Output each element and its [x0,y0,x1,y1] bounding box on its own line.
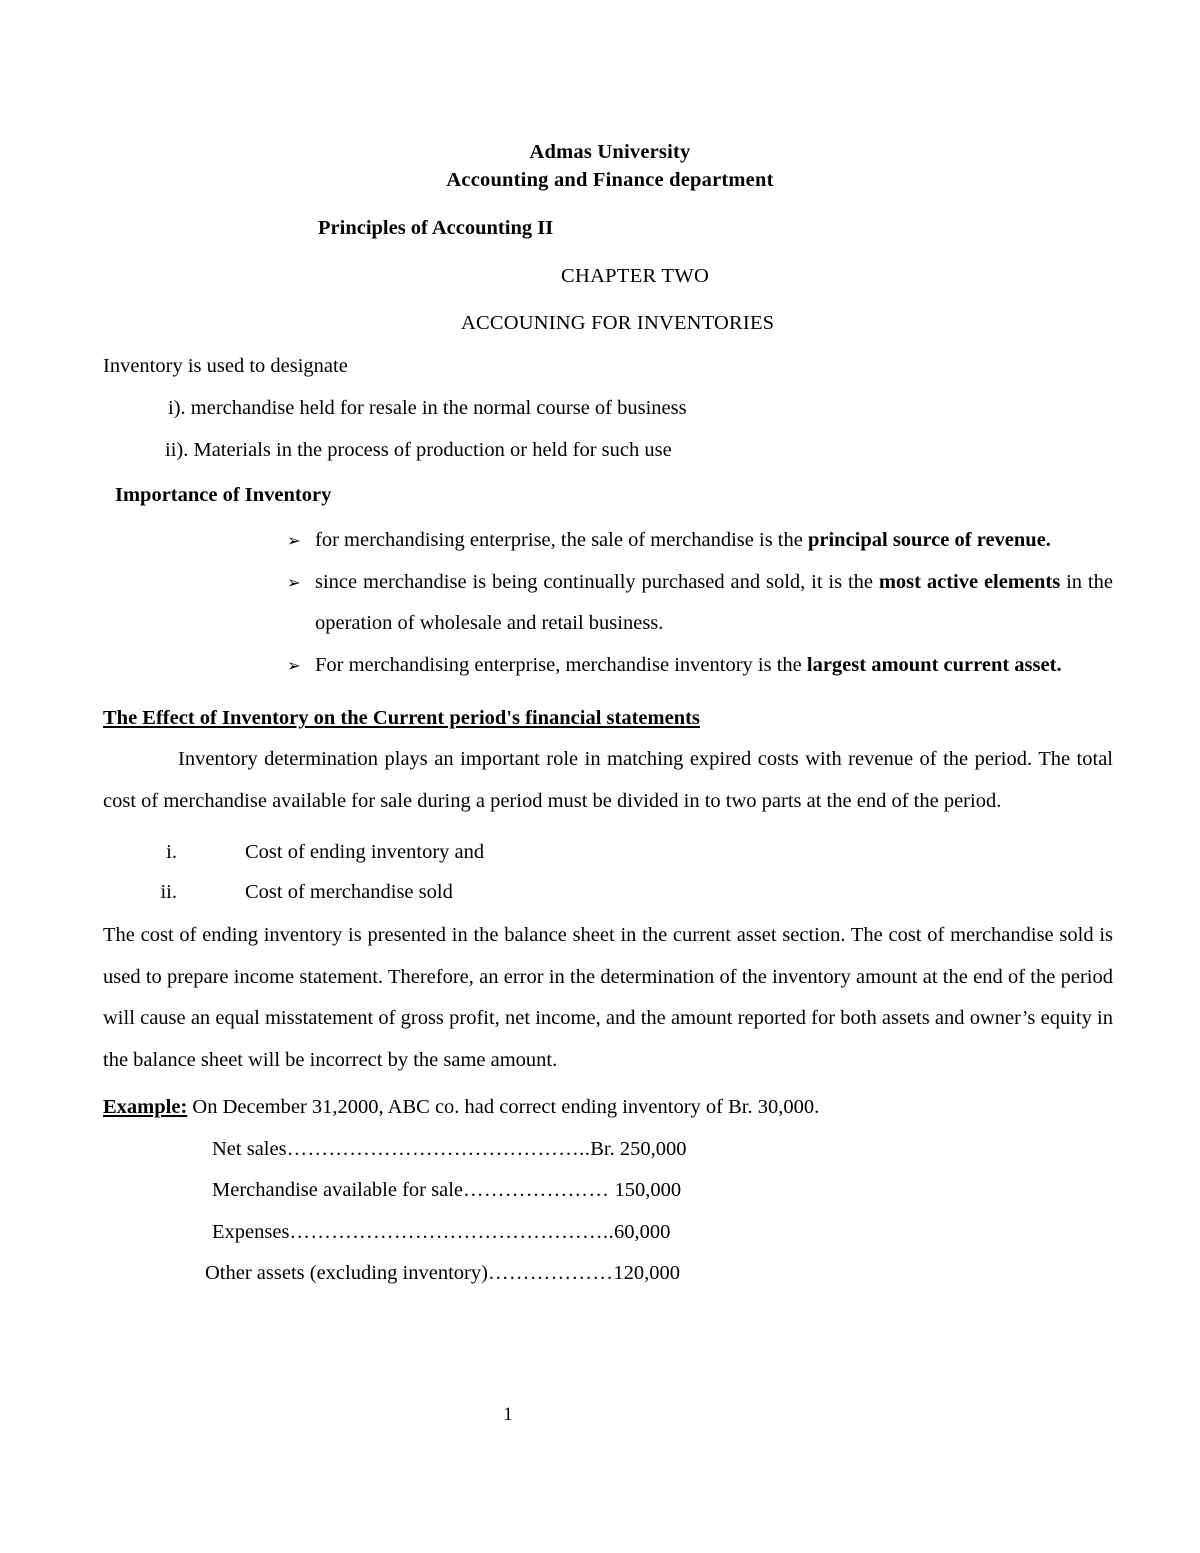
dot-leader: ……………………………………….. [289,1220,614,1243]
intro-item-1: i). merchandise held for resale in the normal course of business [168,397,687,419]
figure-value: 150,000 [609,1179,682,1201]
bullet-text-bold: most active elements [878,570,1061,593]
course-title: Principles of Accounting II [318,217,554,239]
chapter-title: CHAPTER TWO [561,265,710,287]
dot-leader: ………………… [463,1179,610,1201]
department-title: Accounting and Finance department [446,169,774,191]
bullet-text-plain: for merchandising enterprise, the sale of merchandise is the [315,529,808,551]
dot-leader: ……………… [487,1262,614,1284]
example-line [103,1087,1113,1129]
figure-value: Br. 250,000 [590,1137,687,1160]
effect-paragraph-1: Inventory determination plays an important role in matching expired costs with revenue of the period. The total cost of merchandise available for sale during a period must be divided in to two parts at the end of the period. [103,748,1113,812]
arrow-bullet-icon: ➢ [287,572,301,592]
importance-heading: Importance of Inventory [115,484,332,506]
list-item-text: Cost of ending inventory and [245,841,485,863]
list-item-text: Cost of merchandise sold [245,881,453,903]
intro-item-2: ii). Materials in the process of production or held for such use [165,439,672,461]
subject-title: ACCOUNING FOR INVENTORIES [461,312,775,334]
list-item-label: ii. [160,881,177,903]
figure-name: Merchandise available for sale [212,1179,464,1201]
list-item [103,645,1113,687]
bullet-text-bold: largest amount current asset. [806,653,1062,676]
list-item-label: i. [166,841,177,863]
intro-lead: Inventory is used to designate [103,355,348,377]
list-item [103,1170,1113,1212]
bullet-text-bold: principal source of revenue. [807,529,1051,551]
list-item [103,832,1113,872]
bullet-text-plain: For merchandising enterprise, merchandise inventory is the [315,653,807,676]
example-label: Example: [103,1096,188,1118]
university-title: Admas University [529,141,691,163]
bullet-text-plain: since merchandise is being continually purchased and sold, it is the [315,570,879,593]
list-item [103,1212,1113,1254]
arrow-bullet-icon: ➢ [287,531,301,550]
effect-numbered-list [103,832,1113,912]
figure-name: Net sales [212,1137,287,1160]
figure-value: 120,000 [613,1262,680,1284]
figure-value: 60,000 [614,1220,671,1243]
effect-heading: The Effect of Inventory on the Current period's financial statements [103,707,700,729]
dot-leader: …………………………………….. [286,1137,591,1160]
effect-paragraph-2: The cost of ending inventory is presented in the balance sheet in the current asset section. The cost of merchandise sold is used to prepare income statement. Therefore, an error in the determination of the inventory amount at the end of the period will cause an equal misstatement of gross profit, net income, and the amount reported for both assets and owner’s equity in the balance sheet will be incorrect by the same amount. [103,924,1113,1071]
bullet-text-tail: in the operation of wholesale and retail business. [315,570,1113,634]
page-number: 1 [503,1405,513,1425]
figure-name: Expenses [212,1220,290,1243]
list-item [103,872,1113,912]
example-text: On December 31,2000, ABC co. had correct ending inventory of Br. 30,000. [187,1096,820,1118]
list-item [103,562,1113,645]
example-figures-list [103,1129,1113,1295]
list-item [103,520,1113,562]
importance-bullet-list [103,520,1113,686]
arrow-bullet-icon: ➢ [287,655,301,675]
list-item [103,1129,1113,1171]
figure-name: Other assets (excluding inventory) [205,1262,488,1284]
list-item [103,1253,1113,1295]
document-content [103,138,1113,1295]
